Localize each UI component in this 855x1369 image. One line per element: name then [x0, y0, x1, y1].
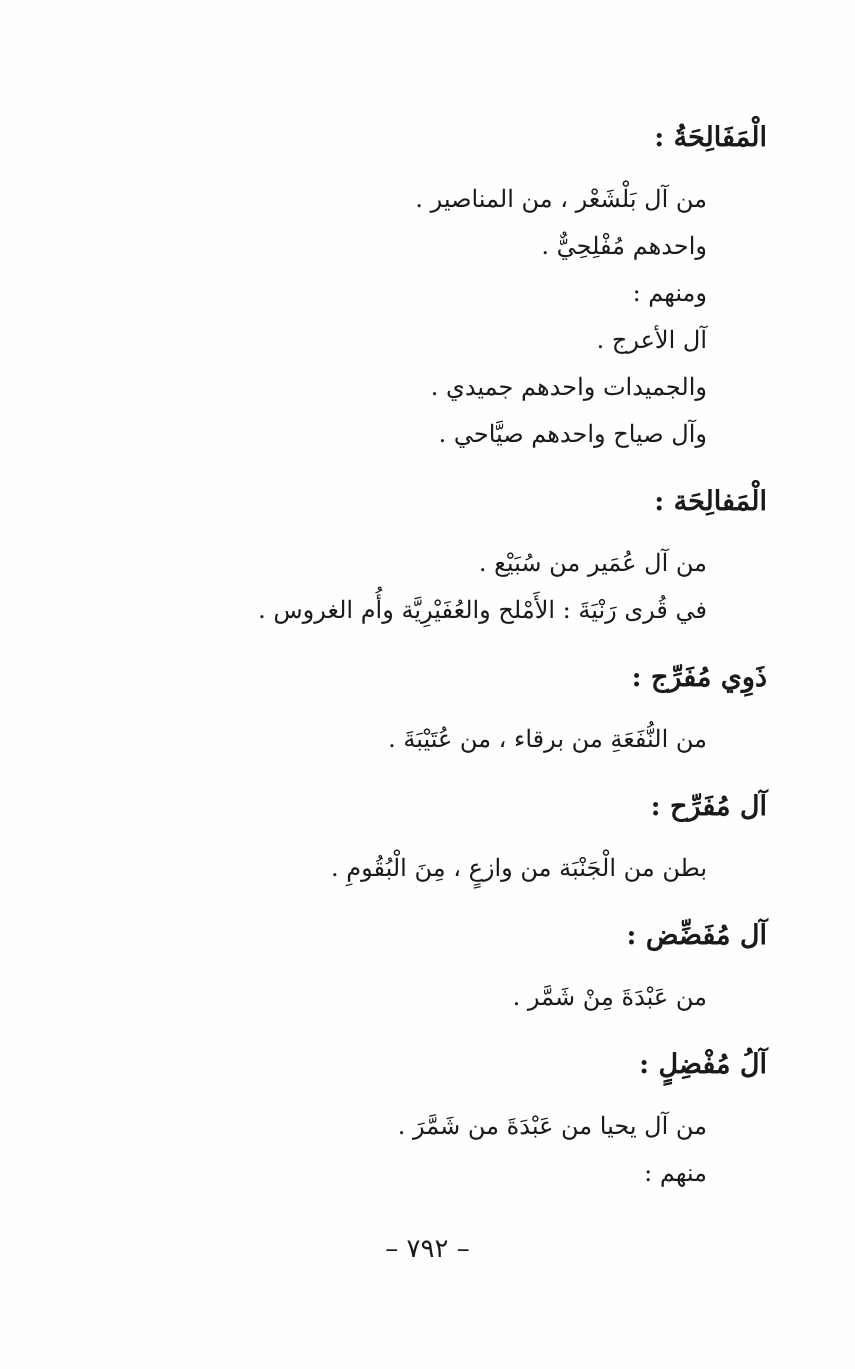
entry-line: وآل صياح واحدهم صيَّاحي .: [438, 420, 707, 448]
entry-heading: آل مُفَضِّض :: [626, 920, 767, 951]
entry-al-mufarrih: [67, 785, 767, 892]
entry-line: من آل بَلْشَعْر ، من المناصير .: [415, 185, 707, 213]
entry-line: آل الأعرج .: [596, 326, 707, 354]
entry-dhawi-mufarrij: [67, 656, 767, 763]
entry-heading: آل مُفَرِّح :: [650, 791, 767, 822]
entry-heading: الْمَفالِحَة :: [654, 486, 767, 517]
entry-line: ومنهم :: [632, 279, 707, 307]
text-block: [67, 116, 767, 1197]
page-number: – ٧٩٢ –: [385, 1234, 470, 1264]
entry-line: من آل يحيا من عَبْدَةَ من شَمَّرَ .: [397, 1112, 707, 1140]
entry-mafaliha-2: [67, 480, 767, 634]
entry-line: في قُرى رَنْيَةَ : الأَمْلح والعُفَيْرِيَّة وأُم الغروس .: [258, 596, 707, 624]
entry-line: من آل عُمَير من سُبَيْع .: [478, 549, 707, 577]
entry-al-mufaddid: [67, 914, 767, 1021]
entry-line: منهم :: [644, 1159, 707, 1187]
entry-heading: آلُ مُفْضِلٍ :: [639, 1049, 767, 1080]
entry-heading: الْمَفَالِحَةُ :: [654, 122, 767, 153]
entry-mafaliha-1: [67, 116, 767, 458]
entry-line: واحدهم مُفْلِحِيٌّ .: [541, 232, 707, 260]
entry-heading: ذَوِي مُفَرِّج :: [631, 662, 767, 693]
entry-al-mufdil: [67, 1043, 767, 1197]
entry-line: والجميدات واحدهم جميدي .: [430, 373, 707, 401]
entry-line: من النُّفَعَةِ من برقاء ، من عُتَيْبَةَ .: [388, 725, 707, 753]
entry-line: من عَبْدَةَ مِنْ شَمَّر .: [512, 983, 707, 1011]
entry-line: بطن من الْجَنْبَة من وازعٍ ، مِنَ الْبُقُومِ .: [330, 854, 707, 882]
